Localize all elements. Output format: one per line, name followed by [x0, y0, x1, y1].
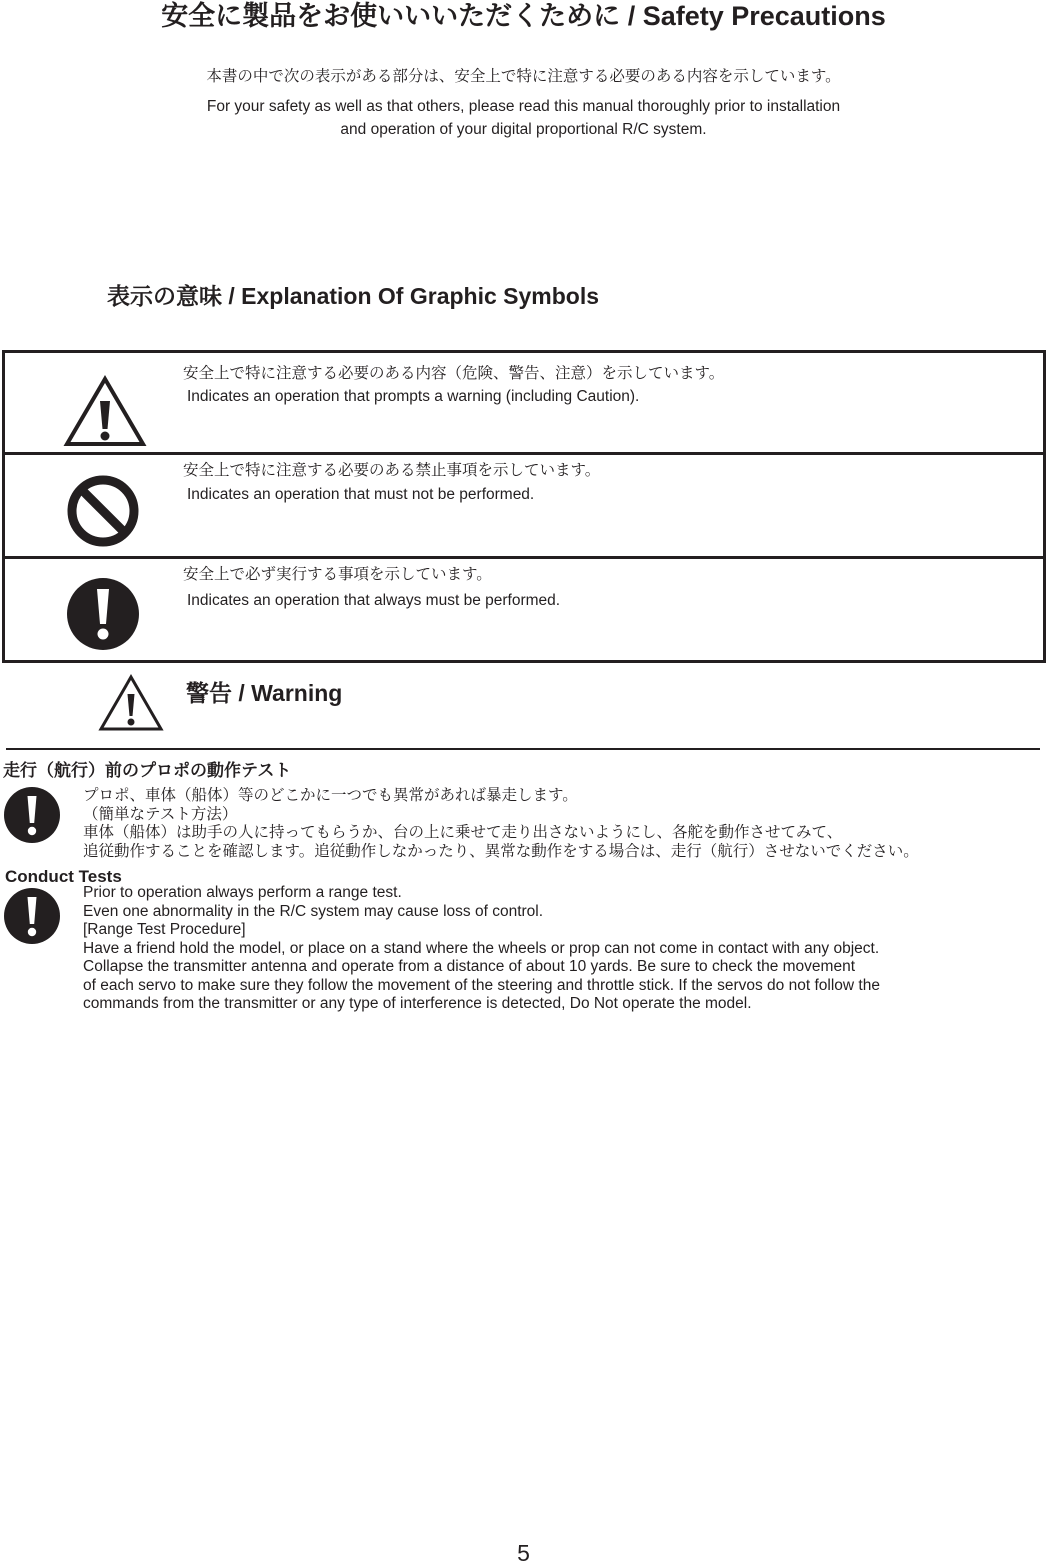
section-en-line: of each servo to make sure they follow the movement of the steering and throttle stick. If the servos do not follow the [83, 976, 880, 994]
section-en-line: Have a friend hold the model, or place on a stand where the wheels or prop can not come in contact with any object. [83, 939, 880, 957]
section-jp-line: （簡単なテスト方法） [83, 805, 238, 823]
warning-triangle-icon [63, 375, 147, 447]
symbol-prohibition-jp: 安全上で特に注意する必要のある禁止事項を示しています。 [183, 462, 601, 479]
section-jp-line: プロポ、車体（船体）等のどこかに一つでも異常があれば暴走します。 [83, 787, 578, 804]
symbol-warning-en: Indicates an operation that prompts a warning (including Caution). [187, 388, 640, 405]
symbol-row-mandatory [5, 559, 1043, 660]
section-en-line: Even one abnormality in the R/C system may cause loss of control. [83, 902, 544, 920]
page-number: 5 [517, 1540, 530, 1566]
intro-en-line1: For your safety as well as that others, please read this manual thoroughly prior to installation [206, 98, 841, 115]
intro-en-line2: and operation of your digital proportional R/C system. [340, 121, 707, 138]
page-title: 安全に製品をお使いいいただくために / Safety Precautions [161, 1, 886, 31]
warning-triangle-icon [98, 674, 164, 732]
symbols-heading: 表示の意味 / Explanation Of Graphic Symbols [107, 283, 600, 309]
section-en-line: Prior to operation always perform a range test. [83, 884, 402, 901]
section-jp-heading: 走行（航行）前のプロポの動作テスト [3, 761, 292, 780]
prohibition-icon [65, 473, 141, 549]
section-en-body [83, 884, 880, 1014]
mandatory-action-icon [3, 786, 61, 844]
symbols-table [2, 350, 1046, 663]
section-jp-line: 追従動作することを確認します。追従動作しなかったり、異常な動作をする場合は、走行（航行）させないでください。 [83, 842, 919, 860]
warning-title: 警告 / Warning [186, 680, 343, 706]
section-divider [6, 748, 1040, 750]
section-en-line: [Range Test Procedure] [83, 921, 246, 938]
section-en-heading: Conduct Tests [5, 867, 122, 886]
section-en-line: Collapse the transmitter antenna and operate from a distance of about 10 yards. Be sure to check the movement [83, 958, 855, 975]
symbol-prohibition-en: Indicates an operation that must not be performed. [187, 486, 535, 503]
section-jp-line: 車体（船体）は助手の人に持ってもらうか、台の上に乗せて走り出さないようにし、各舵を動作させてみて、 [83, 824, 843, 841]
symbol-mandatory-jp: 安全上で必ず実行する事項を示しています。 [183, 566, 492, 583]
mandatory-action-icon [3, 887, 61, 945]
symbol-row-prohibition [5, 455, 1043, 559]
section-jp-body [83, 787, 919, 861]
symbol-mandatory-en: Indicates an operation that always must be performed. [187, 592, 561, 609]
symbol-row-warning [5, 353, 1043, 455]
mandatory-action-icon [65, 576, 141, 652]
symbol-warning-jp: 安全上で特に注意する必要のある内容（危険、警告、注意）を示しています。 [183, 365, 725, 382]
section-en-line: commands from the transmitter or any type of interference is detected, Do Not operate the model. [83, 995, 752, 1012]
intro-jp: 本書の中で次の表示がある部分は、安全上で特に注意する必要のある内容を示しています。 [206, 68, 841, 85]
